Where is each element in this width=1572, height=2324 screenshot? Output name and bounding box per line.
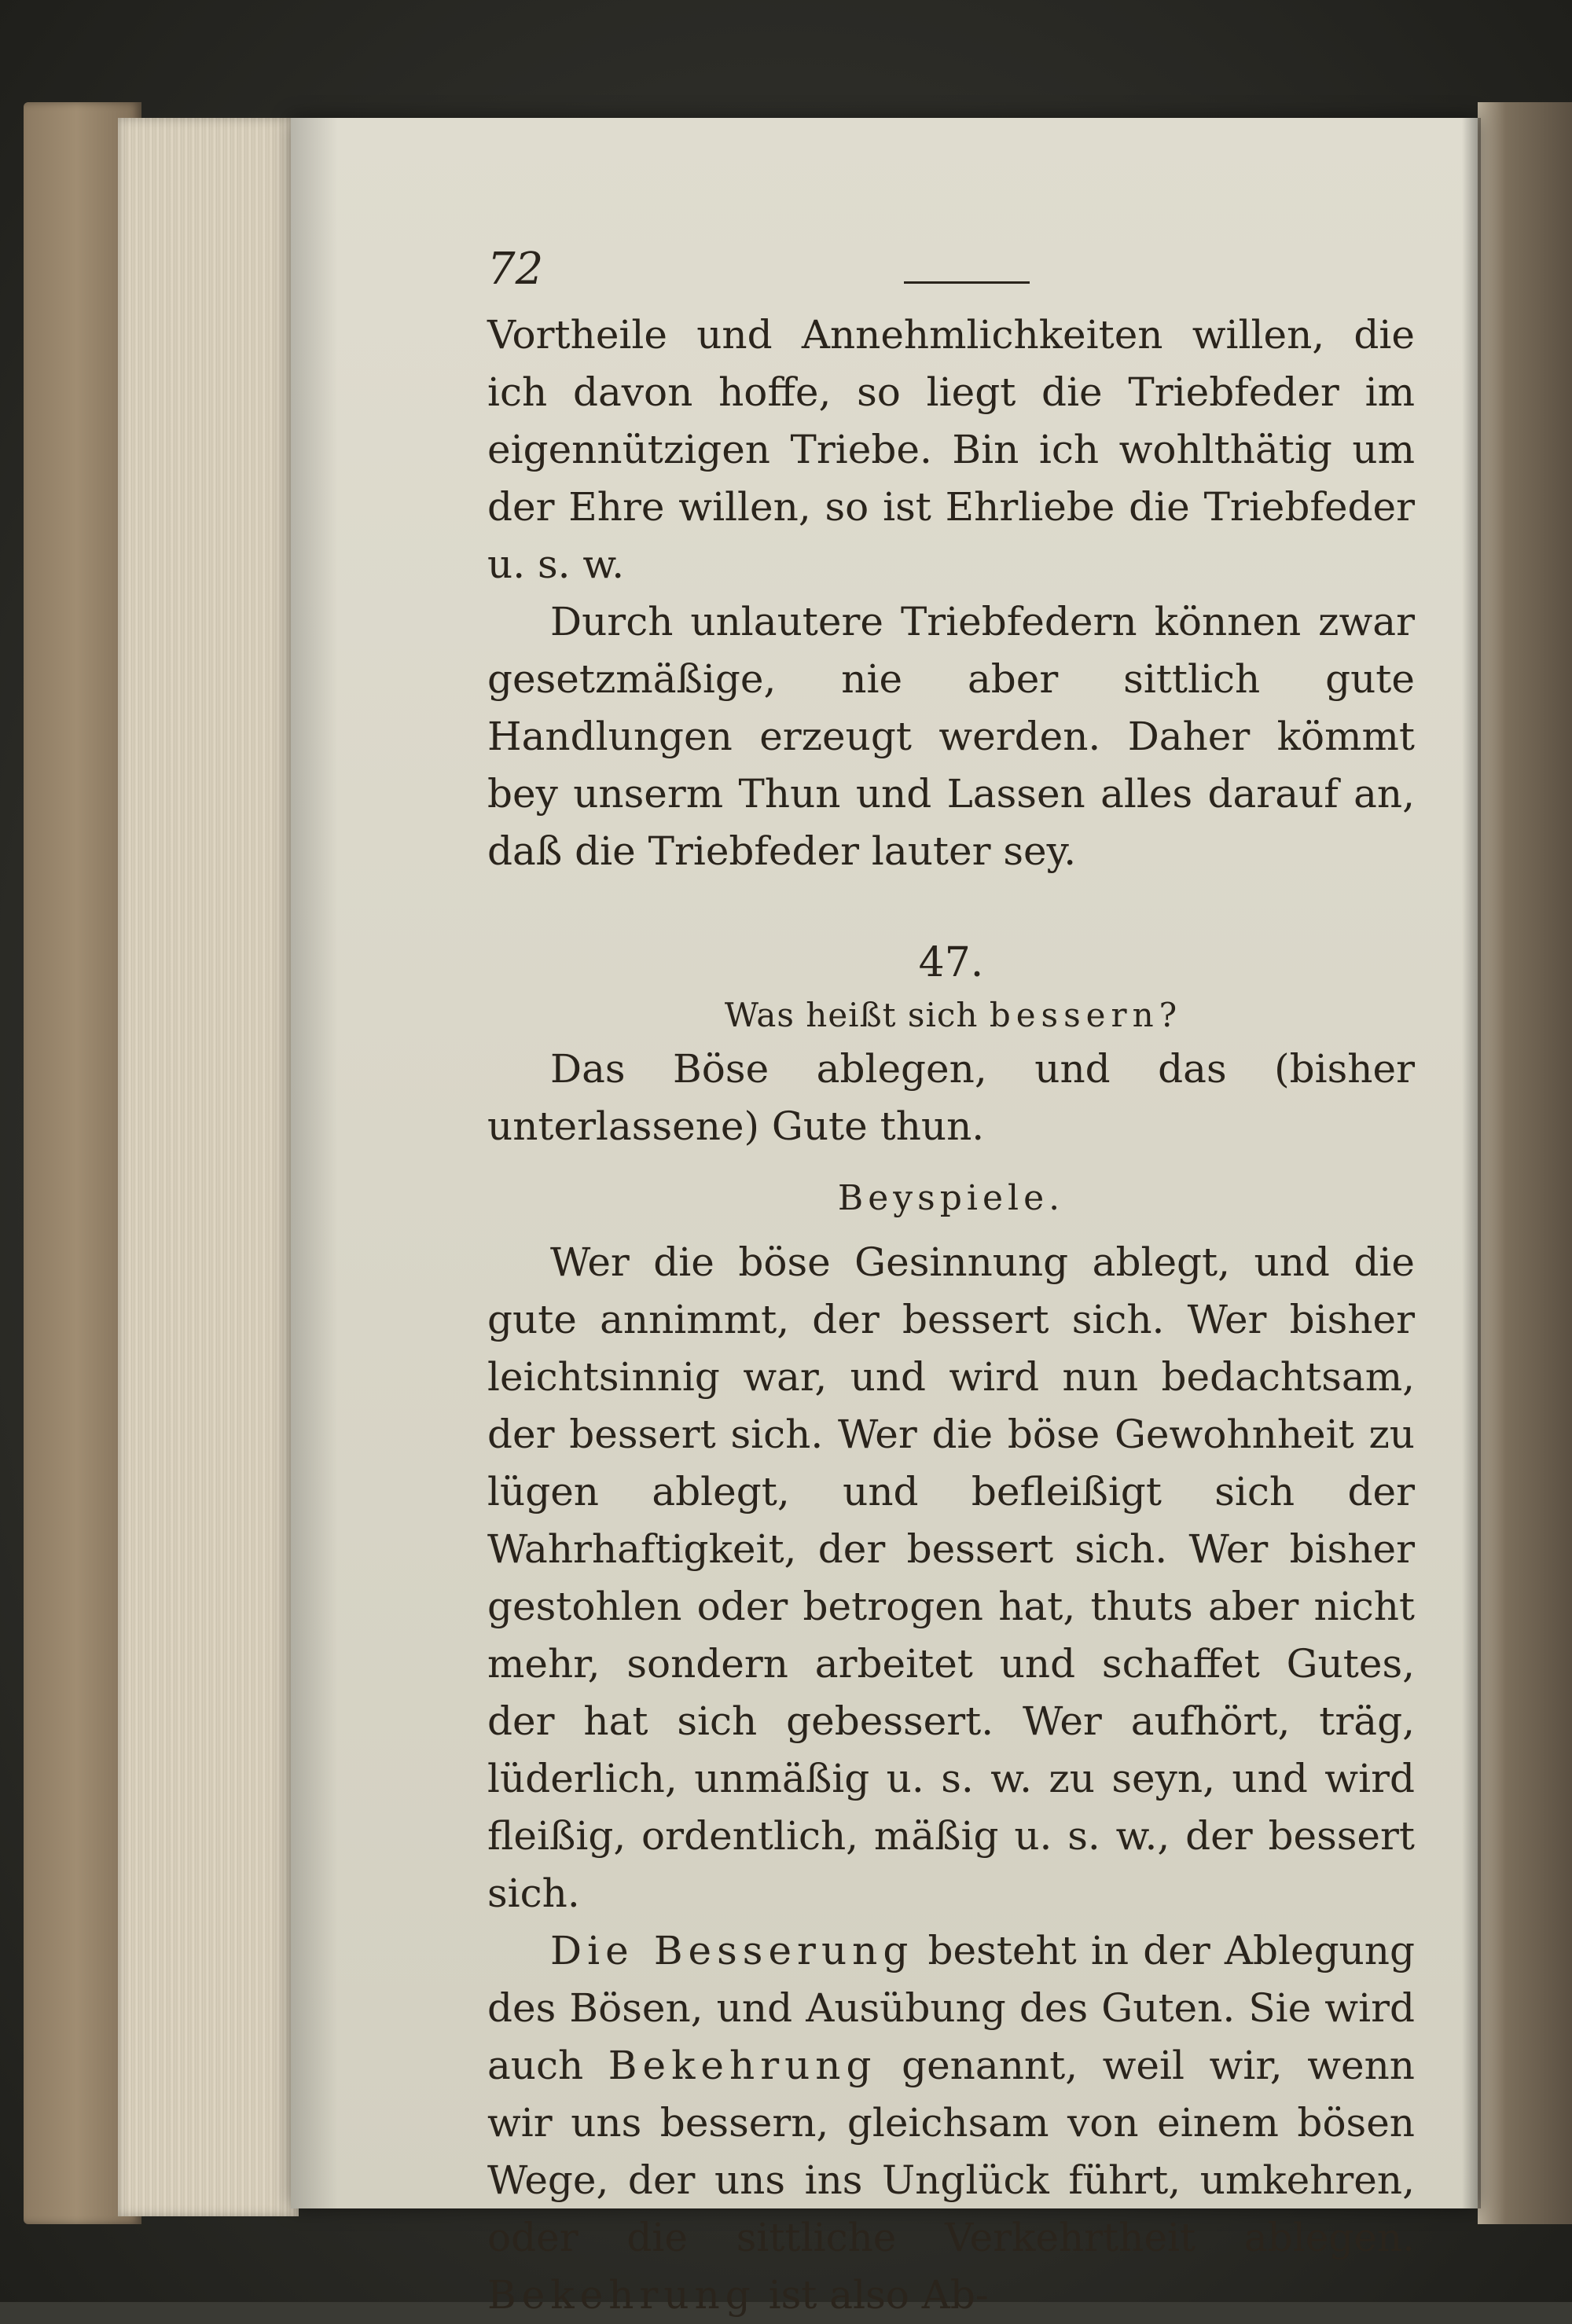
section-question-term: bessern xyxy=(989,996,1159,1034)
final-text-1: besteht in der Ablegung des Bösen, und Ausübung des Guten. Sie wird auch xyxy=(487,1928,1415,2088)
answer-paragraph: Das Böse ablegen, und das (bisher unterlassene) Gute thun. xyxy=(487,1046,1415,1149)
section-question-prefix: Was heißt sich xyxy=(724,996,990,1034)
section-number: 47. xyxy=(918,939,984,986)
paragraph-1: Vortheile und Annehmlichkeiten willen, die ich davon hoffe, so liegt die Triebfeder im eigennützigen Triebe. Bin ich wohlthätig um der Ehre willen, so ist Ehrliebe die Triebfeder u. s. w. xyxy=(487,312,1415,587)
section-question-suffix: ? xyxy=(1159,996,1178,1034)
final-paragraph xyxy=(487,1922,1415,2324)
final-text-3: ist also Ab- xyxy=(755,2272,989,2318)
term-bekehrung-1: Bekehrung xyxy=(608,2043,877,2088)
term-besserung: Die Besserung xyxy=(550,1928,914,1973)
page-header xyxy=(487,244,1415,307)
term-bekehrung-2: Bekehrung xyxy=(487,2272,756,2318)
final-text-2: genannt, weil wir, wenn wir uns bessern, gleichsam von einem bösen Wege, der uns ins Unglück führt, umkehren, oder die sittliche Verkehrtheit ablegen. xyxy=(487,2043,1415,2260)
book-page xyxy=(291,118,1478,2318)
paragraph-2: Durch unlautere Triebfedern können zwar gesetzmäßige, nie aber sittlich gute Handlungen erzeugt werden. Daher kömmt bey unserm Thun und Lassen alles darauf an, daß die Triebfeder lauter sey. xyxy=(487,599,1415,874)
page-number: 72 xyxy=(487,244,544,295)
book-cover-right xyxy=(1478,102,1572,2224)
section-question xyxy=(487,990,1415,1041)
page-edges xyxy=(118,118,299,2216)
page-gutter-shadow xyxy=(291,118,338,2208)
page-curl-shadow xyxy=(1462,118,1481,2208)
examples-heading: Beyspiele. xyxy=(837,1178,1065,1218)
page-content xyxy=(487,244,1415,2324)
examples-paragraph: Wer die böse Gesinnung ablegt, und die gute annimmt, der bessert sich. Wer bisher leichtsinnig war, und wird nun bedachtsam, der bessert sich. Wer die böse Gewohnheit zu lügen ablegt, und befleißigt sich der Wahrhaftigkeit, der bessert sich. Wer bisher gestohlen oder betrogen hat, thuts aber nicht mehr, sondern arbeitet und schaffet Gutes, der hat sich gebessert. Wer aufhört, träg, lüderlich, unmäßig u. s. w. zu seyn, und wird fleißig, ordentlich, mäßig u. s. w., der bessert sich. xyxy=(487,1239,1415,1916)
header-rule xyxy=(904,281,1030,284)
